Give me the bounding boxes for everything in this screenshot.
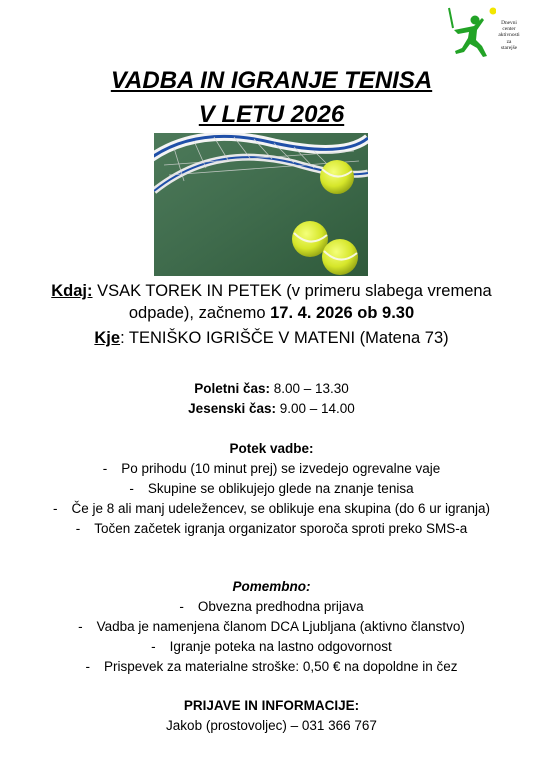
- logo-line: aktivnosti: [498, 32, 520, 39]
- important-notes: [0, 577, 543, 677]
- tennis-racket-balls-photo: [154, 133, 368, 276]
- registration-info: [0, 696, 543, 736]
- start-date: 17. 4. 2026 ob 9.30: [270, 304, 415, 322]
- dca-logo: [446, 6, 526, 62]
- summer-label: Poletni čas:: [194, 381, 270, 396]
- list-item: - Po prihodu (10 minut prej) se izvedejo ogrevalne vaje: [102, 461, 441, 476]
- when-info: [40, 280, 503, 324]
- list-item: - Točen začetek igranja organizator sporoča sproti preko SMS-a: [75, 521, 468, 536]
- summer-time: [0, 379, 543, 399]
- contact-info: Jakob (prostovoljec) – 031 366 767: [166, 718, 377, 733]
- autumn-value: 9.00 – 14.00: [276, 401, 355, 416]
- list-item: - Prispevek za materialne stroške: 0,50 € na dopoldne in čez: [85, 659, 458, 674]
- schedule-times: [0, 379, 543, 419]
- page-title-line-1: VADBA IN IGRANJE TENISA: [110, 67, 433, 94]
- list-item: - Če je 8 ali manj udeležencev, se oblikuje ena skupina (do 6 ur igranja): [53, 501, 490, 516]
- autumn-time: [0, 399, 543, 419]
- where-info: [40, 327, 503, 349]
- list-item: - Skupine se oblikujejo glede na znanje tenisa: [129, 481, 414, 496]
- registration-heading: PRIJAVE IN INFORMACIJE:: [183, 698, 360, 713]
- when-text: VSAK TOREK IN PETEK (v primeru slabega vremena odpade), začnemo: [92, 282, 492, 322]
- logo-line: za: [506, 38, 512, 45]
- list-item: - Igranje poteka na lastno odgovornost: [151, 639, 392, 654]
- summer-value: 8.00 – 13.30: [269, 381, 349, 396]
- list-item: - Obvezna predhodna prijava: [179, 599, 364, 614]
- page-title-line-2: V LETU 2026: [198, 101, 345, 128]
- logo-text: [492, 20, 526, 51]
- tennis-player-icon: [446, 6, 496, 62]
- logo-line: Dnevni: [501, 20, 517, 26]
- where-text: : TENIŠKO IGRIŠČE V MATENI (Matena 73): [120, 329, 449, 347]
- when-label: Kdaj:: [51, 282, 93, 300]
- logo-line: center: [502, 26, 516, 33]
- autumn-label: Jesenski čas:: [188, 401, 276, 416]
- important-heading: Pomembno:: [232, 579, 311, 594]
- list-item: - Vadba je namenjena članom DCA Ljubljana (aktivno članstvo): [78, 619, 465, 634]
- training-flow: [0, 439, 543, 539]
- where-label: Kje: [94, 329, 121, 347]
- training-flow-heading: Potek vadbe:: [229, 441, 314, 456]
- logo-line: starejše: [500, 44, 518, 51]
